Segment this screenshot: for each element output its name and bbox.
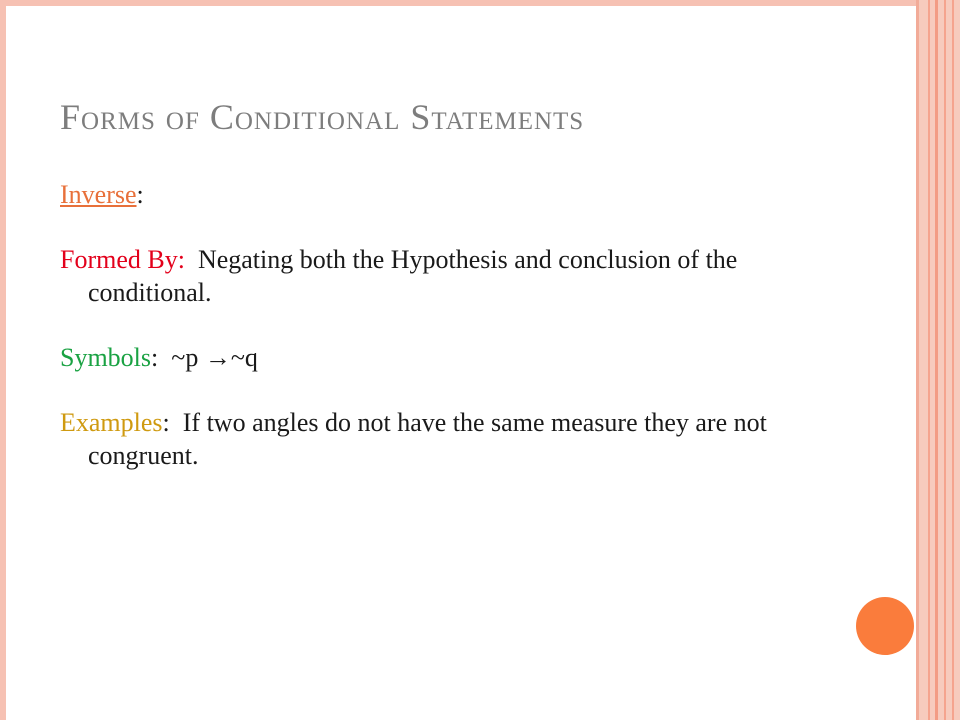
examples-text: : If two angles do not have the same measure they are not congruent. — [88, 408, 774, 470]
formed-by-text: Negating both the Hypothesis and conclusion of the conditional. — [88, 245, 744, 307]
decorative-stripe — [952, 0, 954, 720]
decorative-stripe — [935, 0, 938, 720]
formed-by-paragraph — [60, 243, 840, 309]
decorative-stripe — [928, 0, 930, 720]
inverse-link[interactable]: Inverse — [60, 180, 137, 209]
symbols-paragraph — [60, 341, 840, 374]
decorative-stripe — [944, 0, 946, 720]
slide-content — [60, 178, 840, 504]
examples-label: Examples — [60, 408, 163, 437]
slide-frame-top — [0, 0, 918, 6]
slide-title: Forms of Conditional Statements — [60, 97, 585, 137]
formed-by-label: Formed By: — [60, 245, 185, 274]
inverse-colon: : — [136, 180, 144, 209]
symbols-label: Symbols — [60, 343, 152, 372]
examples-paragraph — [60, 406, 840, 472]
slide-frame-left — [0, 0, 6, 720]
decorative-circle — [856, 597, 914, 655]
symbols-text: : ~p →~q — [151, 343, 258, 372]
inverse-heading — [60, 178, 840, 211]
